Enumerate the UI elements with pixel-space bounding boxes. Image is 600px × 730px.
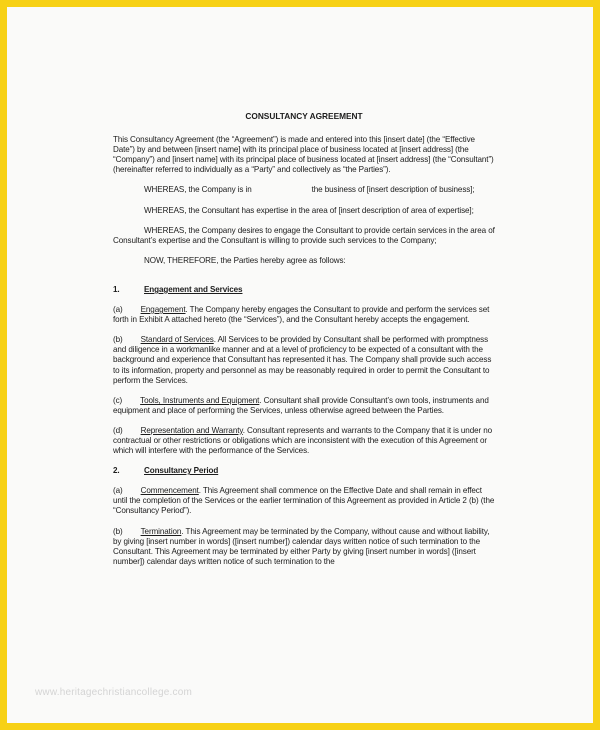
clause-label: Termination: [140, 526, 182, 536]
clause-text: . All Services to be provided by Consultant shall be performed with promptness and diligence in a workmanlike manner and at a level of proficiency to be expected of a consultant with the background and experience that Consultant has represented it has. The Company shall provide such access to its information, property and personnel as may be reasonably required in order to permit the Consultant to perform the Services.: [113, 335, 492, 385]
clause-label: Representation and Warranty: [140, 425, 243, 435]
now-therefore-paragraph: NOW, THEREFORE, the Parties hereby agree as follows:: [144, 255, 346, 265]
clause: [113, 527, 495, 567]
whereas-1-part-b: the business of [insert description of business];: [311, 185, 475, 195]
intro-paragraph: This Consultancy Agreement (the “Agreement”) is made and entered into this [insert date] (the “Effective Date”) by and between [insert name] with its principal place of business located at [insert address] (the “Company”) and [insert name] with its principal place of business located at [insert address] (the “Consultant”) (hereinafter referred to individually as a “Party” and collectively as “the Parties”).: [113, 135, 494, 175]
clause-label: Standard of Services: [140, 335, 214, 345]
whereas-1-part-a: WHEREAS, the Company is in: [144, 185, 252, 195]
clause-letter: (a): [113, 305, 123, 315]
clause: [113, 426, 495, 456]
clause-letter: (b): [113, 526, 123, 536]
clause-text: . The Company hereby engages the Consultant to provide and perform the services set forth in Exhibit A attached hereto (the “Services”), and the Consultant hereby accepts the engagement.: [113, 305, 490, 325]
clause-letter: (d): [113, 425, 123, 435]
clause: [113, 396, 495, 416]
clause-text: . This Agreement shall commence on the Effective Date and shall remain in effect until the completion of the Services or the earlier termination of this Agreement as provided in Article 2 (b) (the “Consultancy Period”).: [113, 486, 495, 516]
document-title: CONSULTANCY AGREEMENT: [245, 111, 363, 121]
clause-letter: (a): [113, 486, 123, 496]
section-number: 2.: [113, 466, 120, 476]
whereas-paragraph-1: [113, 185, 495, 195]
section-number: 1.: [113, 284, 120, 294]
whereas-paragraph-2: WHEREAS, the Consultant has expertise in the area of [insert description of area of expertise];: [144, 205, 474, 215]
clause-label: Tools, Instruments and Equipment: [140, 395, 260, 405]
clause-text: . This Agreement may be terminated by the Company, without cause and without liability, by giving [insert number in words] ([insert number]) calendar days written notice of such termination to the Consultant. This Agreement may be terminated by either Party by giving [insert number in words] ([insert number]) calendar days written notice of such termination to the: [113, 526, 490, 566]
document-body: [113, 111, 495, 577]
watermark: www.heritagechristiancollege.com: [35, 687, 193, 698]
clause-letter: (c): [113, 395, 123, 405]
clause-label: Commencement: [140, 486, 199, 496]
whereas-paragraph-3: WHEREAS, the Company desires to engage the Consultant to provide certain services in the area of Consultant’s expertise and the Consultant is willing to provide such services to the Company;: [113, 225, 495, 245]
document-page: [7, 7, 593, 723]
clause: [113, 486, 495, 516]
clause-label: Engagement: [140, 305, 186, 315]
section-heading: [113, 466, 495, 476]
clause: [113, 305, 495, 325]
section-title: Engagement and Services: [144, 284, 243, 294]
section-title: Consultancy Period: [144, 466, 219, 476]
clause-letter: (b): [113, 335, 123, 345]
clause-text: . Consultant represents and warrants to the Company that it is under no contractual or other restrictions or obligations which are inconsistent with the execution of this Agreement or which will interfere with the performance of the Services.: [113, 425, 493, 456]
section-heading: [113, 285, 495, 295]
clause-text: . Consultant shall provide Consultant’s own tools, instruments and equipment and place of performing the Services, unless otherwise agreed between the Parties.: [113, 395, 489, 415]
clause: [113, 335, 495, 385]
